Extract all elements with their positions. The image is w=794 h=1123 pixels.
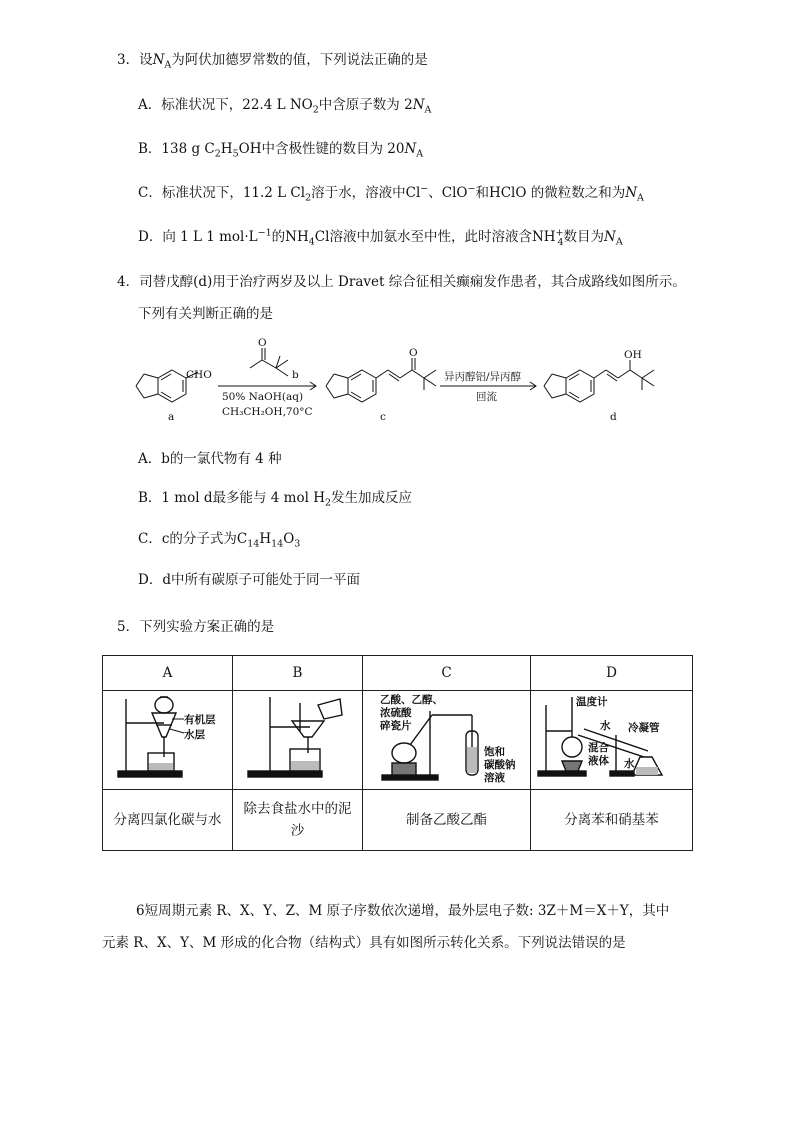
q3-option-c: C．标准状况下，11.2 L $Cl_2$溶于水，溶液中Cl−、ClO−和HClO 的微粒数之和为$N_A$ (138, 183, 644, 204)
condition-reflux: 回流 (476, 391, 497, 403)
header-c: C (363, 656, 531, 691)
q4-option-c: C．c的分子式为$C_{14}H_{14}O_3$ (138, 531, 301, 550)
label-d: d (610, 411, 617, 423)
synthesis-scheme (110, 336, 710, 426)
q3-stem: 3．设$N_A$为阿伏加德罗常数的值，下列说法正确的是 (117, 52, 428, 71)
cho-label: CHO (186, 369, 212, 381)
carbonyl-o-label-c: O (409, 347, 418, 359)
molecule-c (326, 358, 436, 402)
q3-option-a: A．标准状况下，22.4 L $NO_2$中含原子数为 $2N_A$ (138, 97, 432, 116)
aqueous-layer-label: 水层 (183, 729, 205, 741)
organic-layer-label: 有机层 (183, 714, 215, 726)
mixed-liquid-label-line2: 液体 (587, 755, 609, 767)
q6-stem-line2: 元素 R、X、Y、M 形成的化合物（结构式）具有如图所示转化关系。下列说法错误的是 (102, 935, 626, 951)
q3-option-b: B．138 g $C_2H_5OH$中含极性键的数目为 $20N_A$ (138, 141, 424, 160)
apparatus-b-cell (233, 691, 363, 790)
q4-stem-line2: 下列有关判断正确的是 (138, 306, 273, 322)
condenser-label: 冷凝管 (627, 722, 659, 734)
q4-option-d: D．d中所有碳原子可能处于同一平面 (138, 572, 360, 588)
ester-preparation-diagram (364, 691, 530, 785)
q5-stem: 5．下列实验方案正确的是 (117, 619, 275, 635)
condition-isopropoxide: 异丙醇铝/异丙醇 (444, 371, 522, 383)
carbonyl-o-label-b: O (258, 337, 267, 349)
reagents-label-line3: 碎瓷片 (379, 720, 411, 732)
molecule-d (544, 360, 654, 402)
distillation-diagram (532, 691, 692, 785)
oh-label: OH (624, 349, 642, 361)
sodium-carbonate-label-line2: 碳酸钠 (483, 759, 515, 771)
caption-c: 制备乙酸乙酯 (363, 790, 531, 851)
header-b: B (233, 656, 363, 691)
q4-option-b: B．1 mol d最多能与 4 mol $H_2$发生加成反应 (138, 490, 413, 509)
caption-d: 分离苯和硝基苯 (531, 790, 693, 851)
filtration-diagram (234, 691, 362, 785)
water-in-label: 水 (599, 720, 610, 732)
q3-option-d: D．向 1 L 1 $mol\cdot L^{-1}$的$NH_4Cl$溶液中加氨水至中性，此时溶液含$NH^+_4$数目为$N_A$ (138, 227, 623, 248)
caption-b: 除去食盐水中的泥沙 (233, 790, 363, 851)
q6-stem-line1: 6短周期元素 R、X、Y、Z、M 原子序数依次递增，最外层电子数: 3Z＋M＝X＋Y，其中 (136, 903, 670, 919)
condition-ethanol: CH₃CH₂OH,70°C (222, 406, 313, 418)
label-a: a (168, 411, 175, 423)
sodium-carbonate-label-line1: 饱和 (483, 746, 505, 758)
separatory-funnel-diagram (104, 691, 232, 785)
caption-a: 分离四氯化碳与水 (103, 790, 233, 851)
sodium-carbonate-label-line3: 溶液 (483, 772, 505, 784)
reagents-label-line1: 乙酸、乙醇、 (379, 694, 443, 706)
mixed-liquid-label-line1: 混合 (587, 742, 609, 754)
apparatus-d-cell (531, 691, 693, 790)
water-out-label: 水 (623, 758, 634, 770)
condition-naoh: 50% NaOH(aq) (222, 391, 304, 403)
q4-option-a: A．b的一氯代物有 4 种 (138, 451, 282, 467)
experiment-table (102, 655, 693, 851)
label-b: b (292, 369, 299, 381)
reagents-label-line2: 浓硫酸 (379, 707, 411, 719)
header-a: A (103, 656, 233, 691)
molecule-b (250, 348, 288, 376)
label-c: c (380, 411, 386, 423)
apparatus-c-cell (363, 691, 531, 790)
thermometer-label: 温度计 (575, 696, 607, 708)
apparatus-a-cell (103, 691, 233, 790)
header-d: D (531, 656, 693, 691)
q4-stem-line1: 4．司替戊醇(d)用于治疗两岁及以上 Dravet 综合征相关癫痫发作患者，其合成路线如图所示。 (117, 274, 686, 290)
